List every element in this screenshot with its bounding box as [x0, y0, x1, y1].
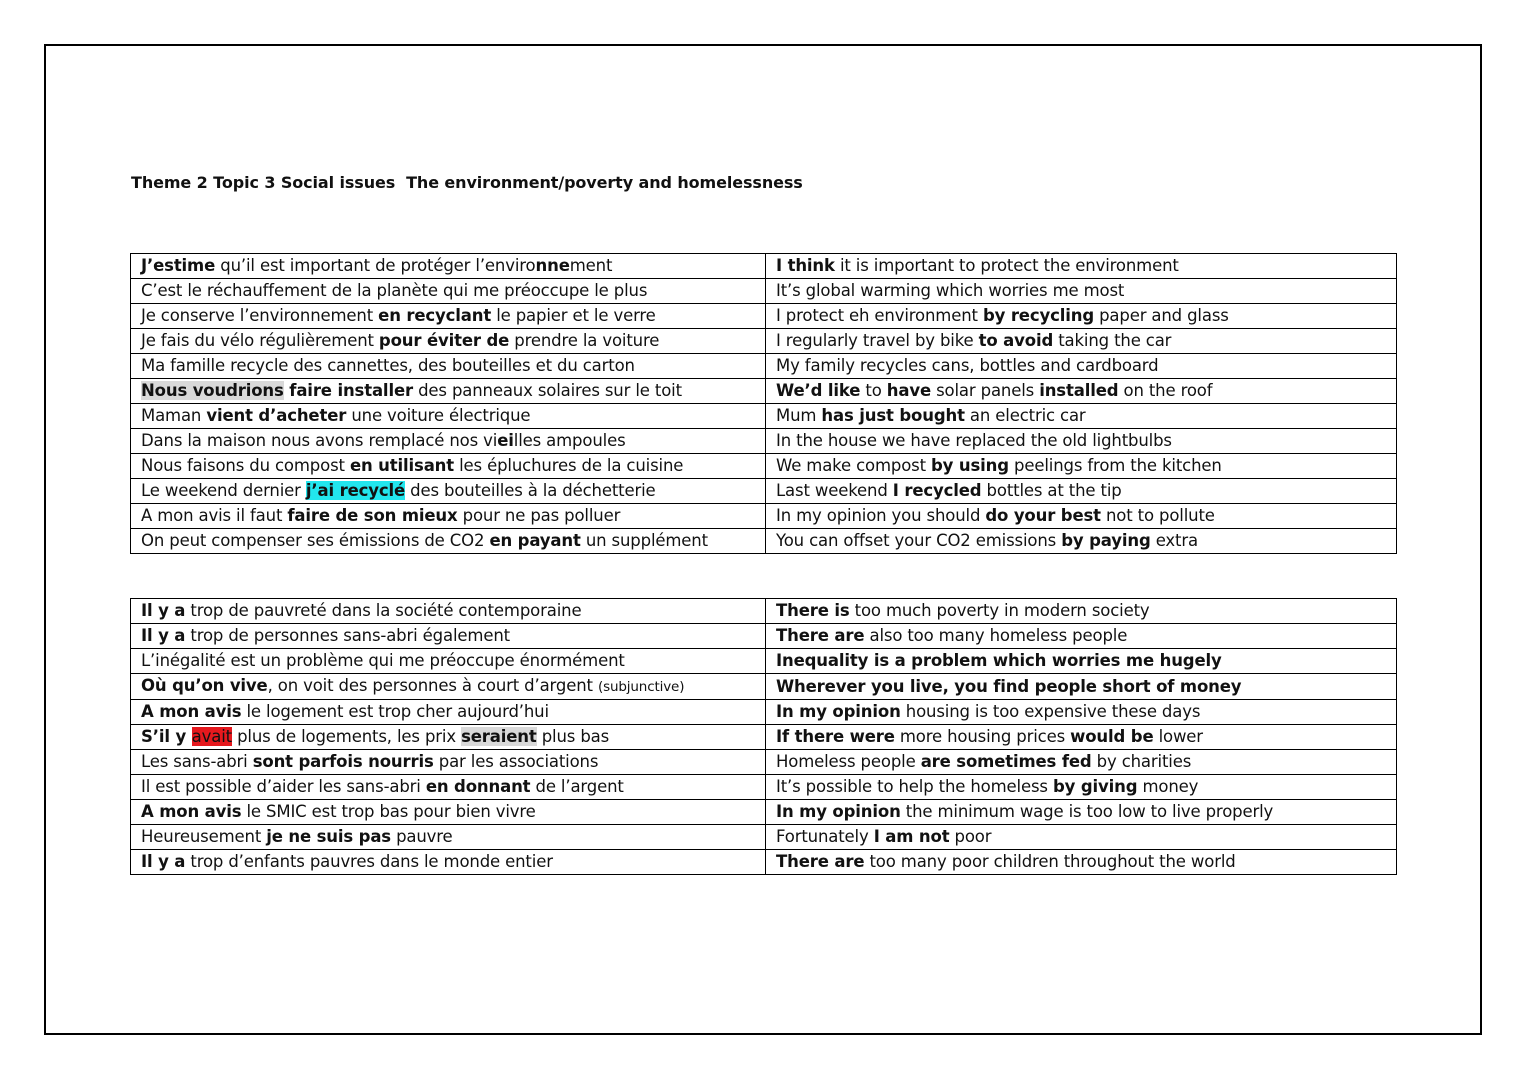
english-text-segment: Last weekend — [776, 481, 893, 500]
french-phrase-cell — [131, 800, 766, 825]
english-text-segment: In my opinion — [776, 802, 901, 821]
vocab-row — [131, 454, 1397, 479]
english-text-segment: installed — [1039, 381, 1119, 400]
french-text-segment: Il y a — [141, 852, 186, 871]
french-text-segment: je ne suis pas — [266, 827, 391, 846]
english-text-segment: would be — [1070, 727, 1154, 746]
english-translation-cell — [766, 825, 1397, 850]
english-text-segment: not to pollute — [1100, 506, 1215, 525]
french-text-segment: pour ne pas polluer — [457, 506, 621, 525]
english-translation-cell — [766, 800, 1397, 825]
english-text-segment: Homeless people — [776, 752, 921, 771]
french-text-segment: en donnant — [425, 777, 531, 796]
poverty-vocab-rows — [131, 599, 1397, 875]
french-phrase-cell — [131, 254, 766, 279]
french-text-segment: faire de son mieux — [287, 506, 458, 525]
french-text-segment: Je conserve l’environnement — [141, 306, 379, 325]
french-phrase-cell — [131, 700, 766, 725]
french-text-segment: faire installer — [283, 381, 413, 400]
french-phrase-cell — [131, 649, 766, 674]
english-text-segment: also too many homeless people — [864, 626, 1128, 645]
english-text-segment: by using — [931, 456, 1009, 475]
vocab-row — [131, 674, 1397, 700]
french-phrase-cell — [131, 599, 766, 624]
english-translation-cell — [766, 674, 1397, 700]
english-text-segment: too many poor children throughout the world — [864, 852, 1236, 871]
french-text-segment: Où qu’on vive — [141, 676, 268, 695]
french-text-segment: qu’il est important de protéger l’enviro — [215, 256, 536, 275]
french-phrase-cell — [131, 775, 766, 800]
english-text-segment: If there were — [776, 727, 895, 746]
english-text-segment: Inequality is a problem which worries me hugely — [776, 651, 1222, 670]
french-text-segment: le SMIC est trop bas pour bien vivre — [241, 802, 536, 821]
english-translation-cell — [766, 379, 1397, 404]
french-phrase-cell — [131, 304, 766, 329]
english-text-segment: to avoid — [978, 331, 1054, 350]
english-text-segment: too much poverty in modern society — [849, 601, 1150, 620]
french-phrase-cell — [131, 624, 766, 649]
french-text-segment: pauvre — [390, 827, 453, 846]
french-text-segment: C’est le réchauffement de la planète qui me préoccupe le plus — [141, 281, 648, 300]
french-phrase-cell — [131, 479, 766, 504]
environment-vocab-table — [130, 253, 1397, 554]
english-text-segment: housing is too expensive these days — [900, 702, 1201, 721]
english-text-segment: Fortunately — [776, 827, 874, 846]
french-text-segment: Nous faisons du compost — [141, 456, 350, 475]
french-text-segment: S’il y — [141, 727, 192, 746]
vocab-row — [131, 479, 1397, 504]
english-text-segment: taking the car — [1053, 331, 1172, 350]
english-text-segment: Mum — [776, 406, 822, 425]
english-text-segment: paper and glass — [1093, 306, 1229, 325]
english-text-segment: an electric car — [964, 406, 1086, 425]
vocab-row — [131, 329, 1397, 354]
english-translation-cell — [766, 254, 1397, 279]
french-text-segment: Le weekend dernier — [141, 481, 306, 500]
english-text-segment: by charities — [1091, 752, 1192, 771]
french-text-segment: seraient — [461, 727, 537, 746]
vocab-row — [131, 254, 1397, 279]
french-phrase-cell — [131, 674, 766, 700]
english-text-segment: We make compost — [776, 456, 932, 475]
english-translation-cell — [766, 850, 1397, 875]
english-text-segment: We’d like — [776, 381, 861, 400]
english-translation-cell — [766, 700, 1397, 725]
french-text-segment: j’ai recyclé — [305, 481, 406, 500]
french-text-segment: L’inégalité est un problème qui me préoccupe énormément — [141, 651, 625, 670]
english-translation-cell — [766, 454, 1397, 479]
english-translation-cell — [766, 479, 1397, 504]
french-text-segment: A mon avis — [141, 802, 242, 821]
english-text-segment: I protect eh environment — [776, 306, 983, 325]
english-text-segment: It’s global warming which worries me most — [776, 281, 1125, 300]
french-text-segment: plus de logements, les prix — [231, 727, 462, 746]
french-phrase-cell — [131, 529, 766, 554]
french-phrase-cell — [131, 354, 766, 379]
vocab-row — [131, 624, 1397, 649]
english-text-segment: I think — [776, 256, 835, 275]
vocab-row — [131, 379, 1397, 404]
english-translation-cell — [766, 599, 1397, 624]
french-text-segment: trop de personnes sans-abri également — [185, 626, 510, 645]
vocab-row — [131, 599, 1397, 624]
french-text-segment: Dans la maison nous avons remplacé nos vi — [141, 431, 498, 450]
english-translation-cell — [766, 649, 1397, 674]
english-translation-cell — [766, 404, 1397, 429]
english-text-segment: on the roof — [1118, 381, 1213, 400]
english-text-segment: I regularly travel by bike — [776, 331, 979, 350]
vocab-row — [131, 700, 1397, 725]
french-phrase-cell — [131, 750, 766, 775]
english-text-segment: by recycling — [982, 306, 1094, 325]
english-text-segment: the minimum wage is too low to live properly — [900, 802, 1274, 821]
french-text-segment: , on voit des personnes à court d’argent — [267, 676, 598, 695]
french-text-segment: prendre la voiture — [509, 331, 660, 350]
french-text-segment: pour éviter de — [378, 331, 510, 350]
english-text-segment: I am not — [873, 827, 950, 846]
english-text-segment: have — [886, 381, 932, 400]
french-text-segment: sont parfois nourris — [252, 752, 434, 771]
english-text-segment: I recycled — [892, 481, 982, 500]
french-phrase-cell — [131, 329, 766, 354]
english-text-segment: In my opinion — [776, 702, 901, 721]
french-text-segment: Il est possible d’aider les sans-abri — [141, 777, 426, 796]
french-text-segment: en payant — [489, 531, 581, 550]
french-text-segment: des bouteilles à la déchetterie — [405, 481, 656, 500]
vocab-row — [131, 279, 1397, 304]
english-text-segment: extra — [1150, 531, 1198, 550]
english-text-segment: My family recycles cans, bottles and cardboard — [776, 356, 1159, 375]
english-text-segment: it is important to protect the environment — [834, 256, 1179, 275]
english-translation-cell — [766, 354, 1397, 379]
vocab-row — [131, 725, 1397, 750]
french-text-segment: ei — [497, 431, 514, 450]
french-text-segment: Nous voudrions — [141, 381, 284, 400]
french-text-segment: Heureusement — [141, 827, 267, 846]
english-text-segment: money — [1137, 777, 1199, 796]
english-text-segment: There are — [776, 626, 865, 645]
french-text-segment: le logement est trop cher aujourd’hui — [241, 702, 549, 721]
french-text-segment: (subjunctive) — [597, 679, 685, 695]
french-text-segment: Il y a — [141, 626, 186, 645]
english-translation-cell — [766, 624, 1397, 649]
vocab-row — [131, 429, 1397, 454]
french-text-segment: en utilisant — [349, 456, 455, 475]
french-text-segment: Je fais du vélo régulièrement — [141, 331, 379, 350]
french-text-segment: Ma famille recycle des cannettes, des bouteilles et du carton — [141, 356, 635, 375]
english-translation-cell — [766, 429, 1397, 454]
french-text-segment: une voiture électrique — [346, 406, 531, 425]
vocab-row — [131, 800, 1397, 825]
vocab-row — [131, 825, 1397, 850]
english-translation-cell — [766, 329, 1397, 354]
english-translation-cell — [766, 775, 1397, 800]
english-text-segment: solar panels — [931, 381, 1040, 400]
poverty-vocab-table — [130, 598, 1397, 875]
document-title: Theme 2 Topic 3 Social issues The environment/poverty and homelessness — [131, 173, 803, 192]
vocab-row — [131, 775, 1397, 800]
english-text-segment: more housing prices — [894, 727, 1071, 746]
french-phrase-cell — [131, 429, 766, 454]
english-translation-cell — [766, 750, 1397, 775]
english-translation-cell — [766, 529, 1397, 554]
environment-vocab-rows — [131, 254, 1397, 554]
vocab-row — [131, 529, 1397, 554]
english-translation-cell — [766, 304, 1397, 329]
english-translation-cell — [766, 725, 1397, 750]
french-text-segment: les épluchures de la cuisine — [454, 456, 684, 475]
french-text-segment: trop de pauvreté dans la société contemporaine — [185, 601, 582, 620]
english-text-segment: do your best — [985, 506, 1101, 525]
french-text-segment: un supplément — [580, 531, 708, 550]
french-text-segment: de l’argent — [530, 777, 624, 796]
vocab-row — [131, 354, 1397, 379]
english-text-segment: to — [860, 381, 887, 400]
french-phrase-cell — [131, 454, 766, 479]
english-text-segment: It’s possible to help the homeless — [776, 777, 1053, 796]
french-text-segment: nne — [535, 256, 570, 275]
french-text-segment: le papier et le verre — [491, 306, 656, 325]
french-phrase-cell — [131, 404, 766, 429]
french-text-segment: A mon avis il faut — [141, 506, 288, 525]
french-text-segment: On peut compenser ses émissions de CO2 — [141, 531, 490, 550]
french-phrase-cell — [131, 379, 766, 404]
french-phrase-cell — [131, 504, 766, 529]
french-text-segment: lles ampoules — [513, 431, 626, 450]
english-text-segment: There are — [776, 852, 865, 871]
english-text-segment: are sometimes fed — [920, 752, 1092, 771]
french-text-segment: trop d’enfants pauvres dans le monde entier — [185, 852, 553, 871]
vocab-row — [131, 750, 1397, 775]
french-text-segment: plus bas — [536, 727, 610, 746]
vocab-row — [131, 304, 1397, 329]
french-text-segment: en recyclant — [378, 306, 492, 325]
french-text-segment: A mon avis — [141, 702, 242, 721]
english-text-segment: lower — [1153, 727, 1203, 746]
vocab-row — [131, 404, 1397, 429]
vocab-row — [131, 504, 1397, 529]
english-text-segment: In the house we have replaced the old lightbulbs — [776, 431, 1172, 450]
english-text-segment: poor — [949, 827, 992, 846]
english-text-segment: peelings from the kitchen — [1008, 456, 1222, 475]
english-text-segment: In my opinion you should — [776, 506, 986, 525]
french-text-segment: par les associations — [433, 752, 599, 771]
french-text-segment: Les sans-abri — [141, 752, 253, 771]
french-text-segment: J’estime — [141, 256, 216, 275]
french-text-segment: Il y a — [141, 601, 186, 620]
french-phrase-cell — [131, 825, 766, 850]
french-text-segment: Maman — [141, 406, 207, 425]
english-translation-cell — [766, 279, 1397, 304]
vocab-row — [131, 850, 1397, 875]
english-translation-cell — [766, 504, 1397, 529]
french-text-segment: ment — [569, 256, 613, 275]
vocab-row — [131, 649, 1397, 674]
english-text-segment: by paying — [1061, 531, 1151, 550]
french-phrase-cell — [131, 850, 766, 875]
french-phrase-cell — [131, 279, 766, 304]
french-text-segment: des panneaux solaires sur le toit — [412, 381, 682, 400]
french-text-segment: avait — [191, 727, 232, 746]
english-text-segment: bottles at the tip — [981, 481, 1122, 500]
english-text-segment: has just bought — [821, 406, 965, 425]
french-phrase-cell — [131, 725, 766, 750]
english-text-segment: by giving — [1052, 777, 1138, 796]
english-text-segment: There is — [776, 601, 850, 620]
english-text-segment: Wherever you live, you find people short of money — [776, 676, 1242, 696]
english-text-segment: You can offset your CO2 emissions — [776, 531, 1062, 550]
french-text-segment: vient d’acheter — [206, 406, 347, 425]
